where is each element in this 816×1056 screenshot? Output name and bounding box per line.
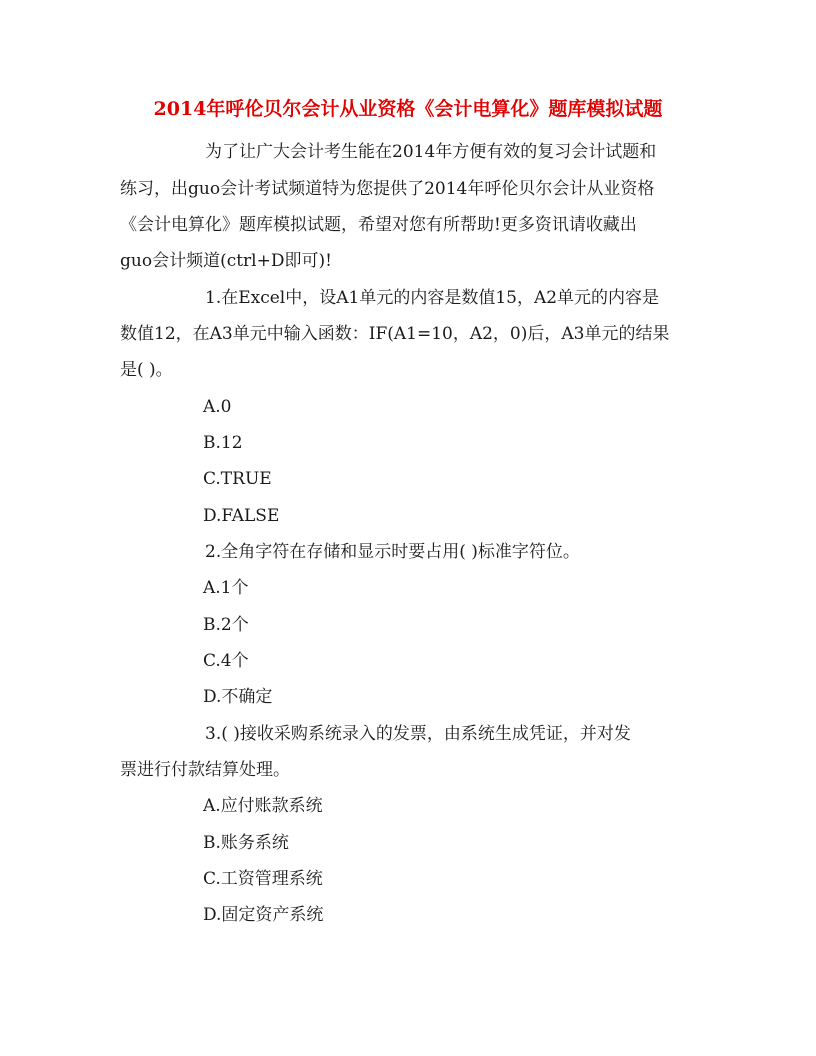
question-3-stem: 票进行付款结算处理。 bbox=[120, 760, 290, 780]
question-2-option-c: C.4个 bbox=[203, 651, 249, 671]
question-3-option-d: D.固定资产系统 bbox=[203, 905, 324, 925]
question-1-option-a: A.0 bbox=[203, 397, 232, 417]
question-3-option-a: A.应付账款系统 bbox=[203, 796, 323, 816]
question-1-stem: 1.在Excel中，设A1单元的内容是数值15，A2单元的内容是 bbox=[205, 288, 660, 308]
intro-line: 《会计电算化》题库模拟试题，希望对您有所帮助!更多资讯请收藏出 bbox=[120, 215, 637, 235]
question-2-stem: 2.全角字符在存储和显示时要占用( )标准字符位。 bbox=[205, 542, 580, 562]
question-2-option-a: A.1个 bbox=[203, 578, 249, 598]
question-1-stem: 数值12，在A3单元中输入函数：IF(A1=10，A2，0)后，A3单元的结果 bbox=[120, 324, 670, 344]
intro-line: guo会计频道(ctrl+D即可)! bbox=[120, 251, 332, 271]
question-2-option-b: B.2个 bbox=[203, 615, 249, 635]
question-1-option-c: C.TRUE bbox=[203, 469, 272, 489]
question-3-option-c: C.工资管理系统 bbox=[203, 869, 323, 889]
intro-line: 为了让广大会计考生能在2014年方便有效的复习会计试题和 bbox=[205, 142, 657, 162]
intro-line: 练习，出guo会计考试频道特为您提供了2014年呼伦贝尔会计从业资格 bbox=[120, 179, 655, 199]
question-3-option-b: B.账务系统 bbox=[203, 833, 289, 853]
question-3-stem: 3.( )接收采购系统录入的发票，由系统生成凭证，并对发 bbox=[205, 724, 631, 744]
question-1-stem: 是( )。 bbox=[120, 360, 173, 380]
document-title: 2014年呼伦贝尔会计从业资格《会计电算化》题库模拟试题 bbox=[153, 98, 663, 120]
question-1-option-d: D.FALSE bbox=[203, 506, 280, 526]
question-1-option-b: B.12 bbox=[203, 433, 243, 453]
question-2-option-d: D.不确定 bbox=[203, 687, 273, 707]
